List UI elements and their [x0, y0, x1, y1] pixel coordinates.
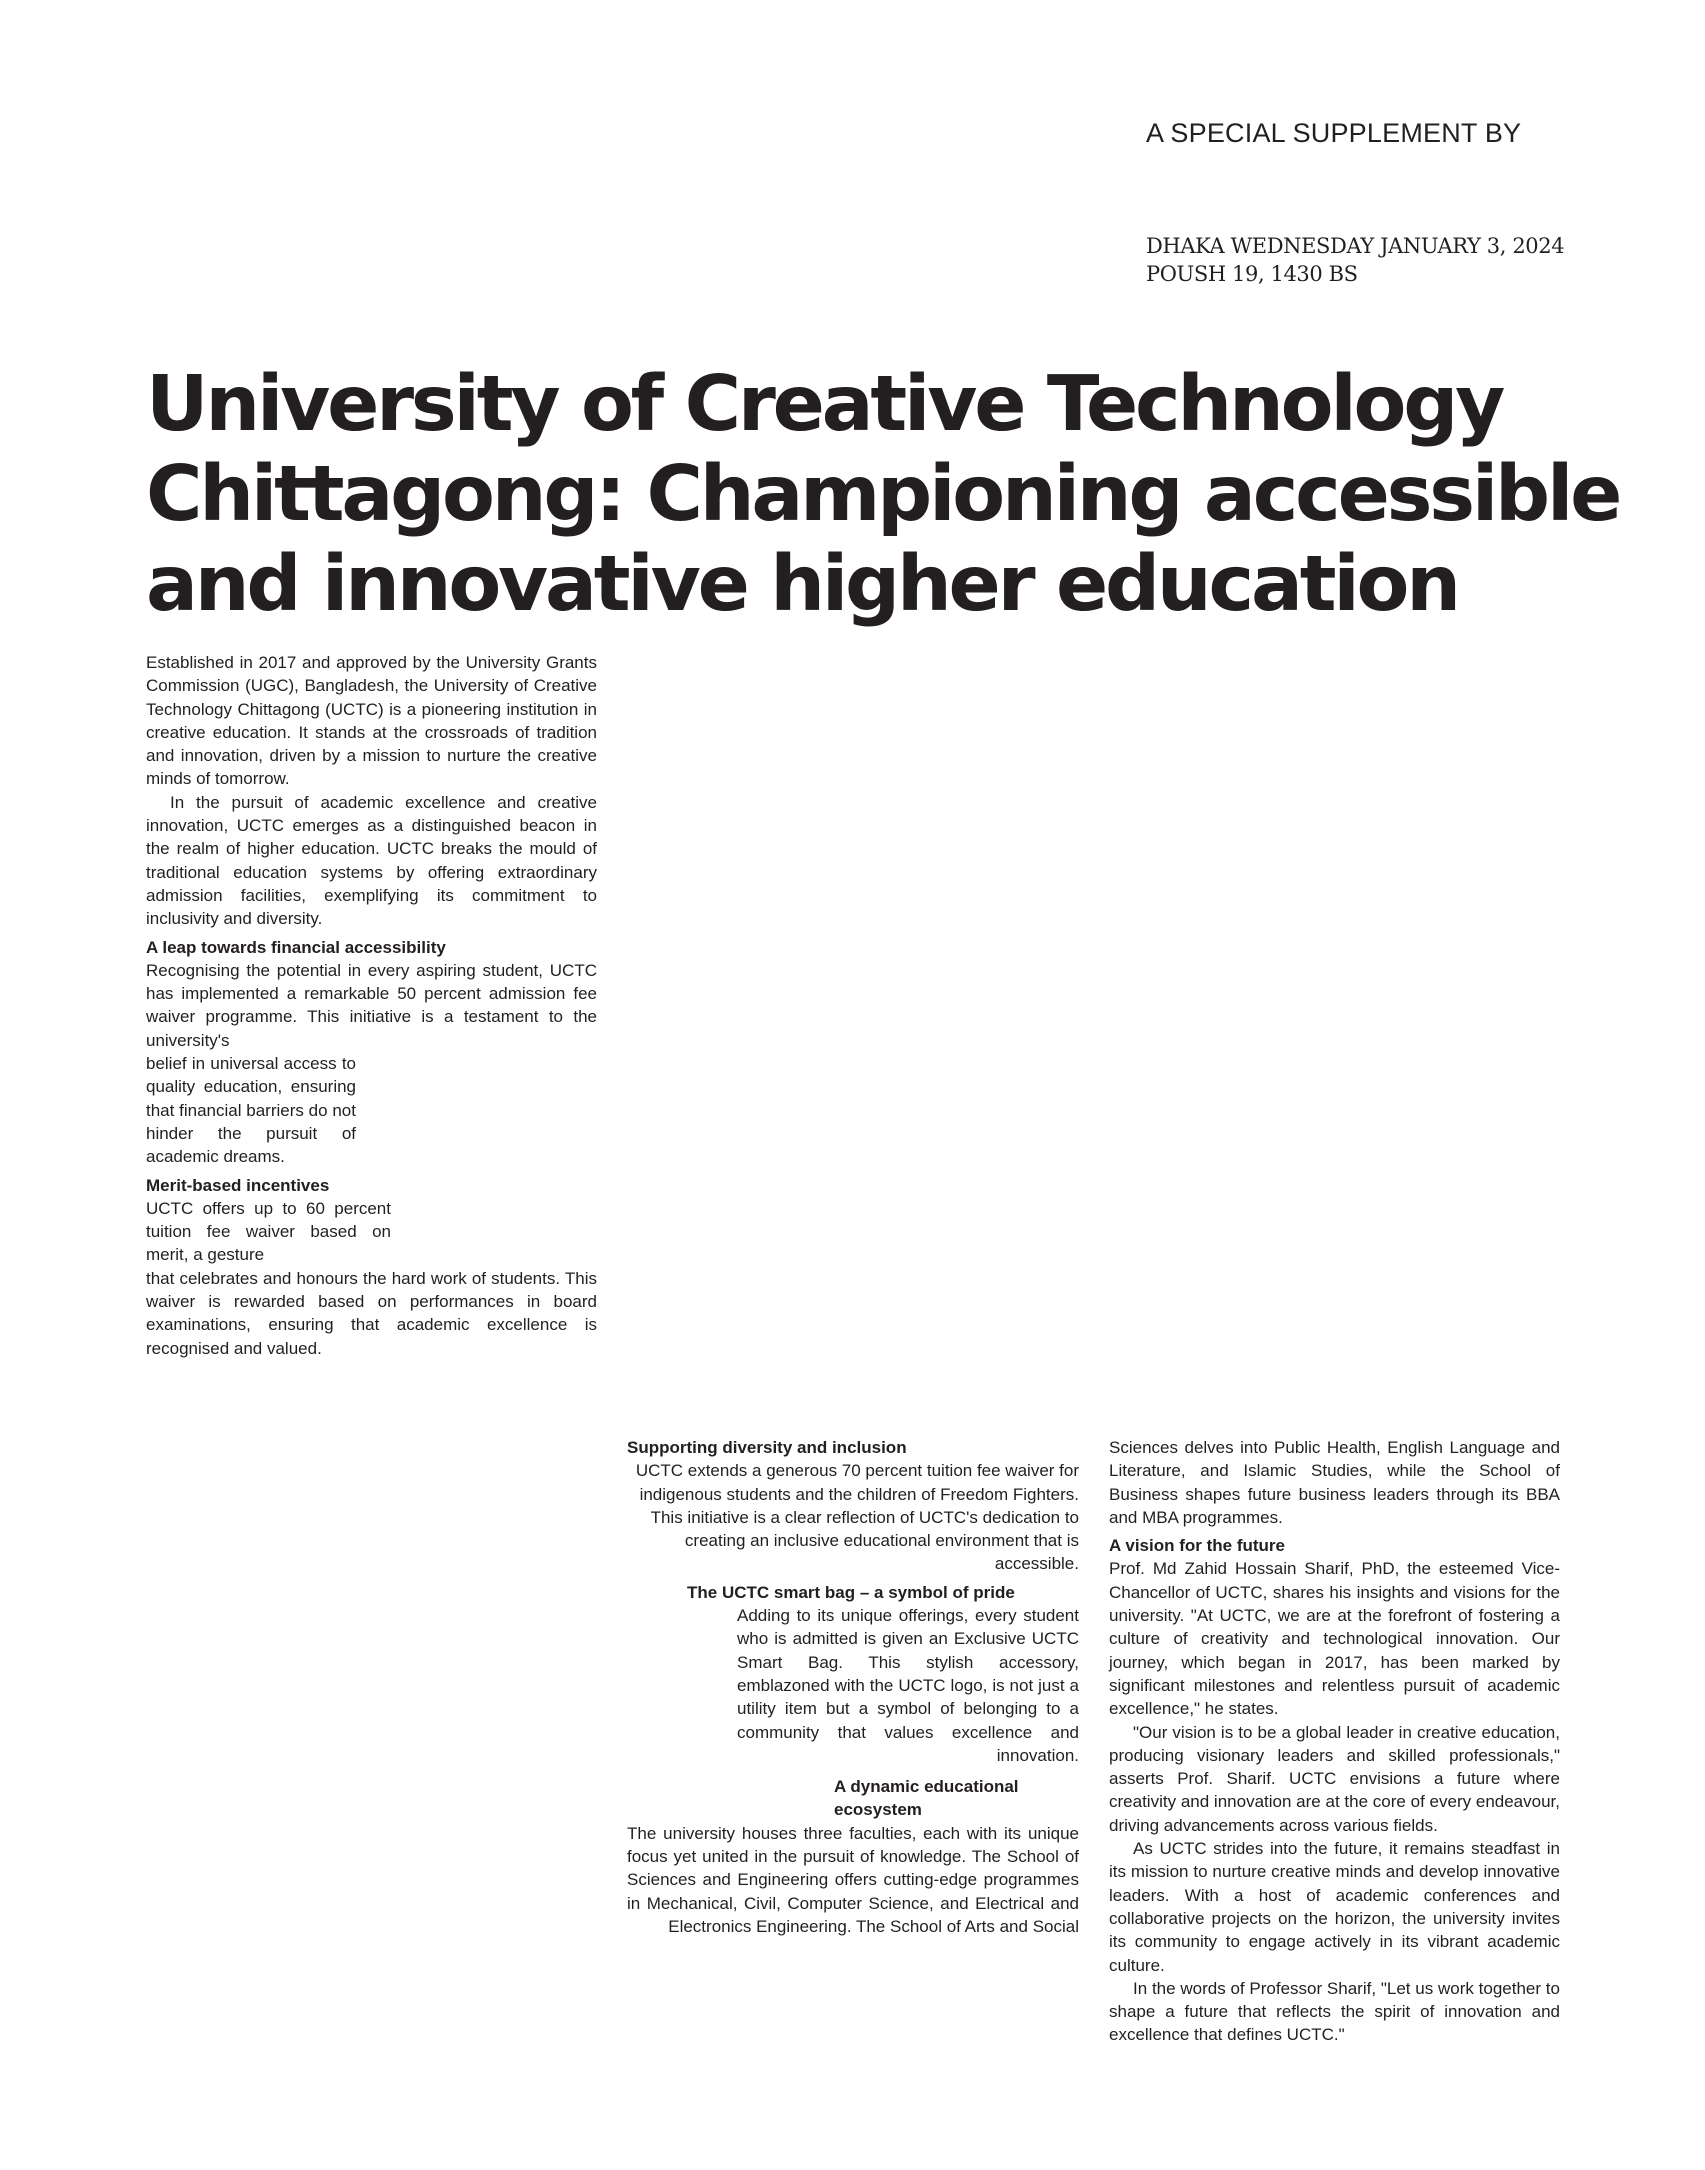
article-column-1: [146, 651, 597, 1360]
subheading-educational-ecosystem: A dynamic educational ecosystem: [834, 1777, 1019, 1820]
subheading-diversity-inclusion: Supporting diversity and inclusion: [627, 1438, 907, 1457]
financial-paragraph: Recognising the potential in every aspiring student, UCTC has implemented a remarkable 50 percent admission fee waiver programme. This initiative is a testament to the university's: [146, 960, 597, 1050]
intro-paragraph-2: In the pursuit of academic excellence and creative innovation, UCTC emerges as a distinguished beacon in the realm of higher education. UCTC breaks the mould of traditional education systems by offering extraordinary admission facilities, exemplifying its commitment to inclusivity and diversity.: [146, 792, 597, 929]
subheading-vision-future: A vision for the future: [1109, 1536, 1285, 1556]
financial-paragraph-continued: belief in universal access to quality education, ensuring that financial barriers do not hinder the pursuit of academic dreams.: [146, 1054, 356, 1167]
dateline-bangla-date: POUSH 19, 1430 BS: [1146, 262, 1358, 286]
smart-bag-paragraph: Adding to its unique offerings, every student who is admitted is given an Exclusive UCTC Smart Bag. This stylish accessory, emblazoned with the UCTC logo, is not just a utility item but a symbol of belonging to a community that values excellence and innovation.: [737, 1606, 1079, 1765]
merit-paragraph-continued: that celebrates and honours the hard work of students. This waiver is rewarded based on performances in board examinations, ensuring that academic excellence is recognised and valued.: [146, 1268, 597, 1358]
dateline-date: DHAKA WEDNESDAY JANUARY 3, 2024: [1146, 234, 1565, 258]
subheading-merit-incentives: Merit-based incentives: [146, 1175, 330, 1195]
diversity-paragraph: UCTC extends a generous 70 percent tuition fee waiver for indigenous students and the children of Freedom Fighters. This initiative is a clear reflection of UCTC's dedication to creating an inclusive educational environment that is accessible.: [635, 1461, 1079, 1574]
article-headline: [146, 360, 1620, 630]
vision-paragraph-1: Prof. Md Zahid Hossain Sharif, PhD, the esteemed Vice-Chancellor of UCTC, shares his insights and visions for the university. "At UCTC, we are at the forefront of fostering a culture of creativity and technological innovation. Our journey, which began in 2017, has been marked by significant milestones and relentless pursuit of academic excellence," he states.: [1109, 1559, 1560, 1719]
headline-line-2: Chittagong: Championing accessible: [146, 450, 1620, 539]
article-column-2: [627, 1436, 1079, 1938]
vision-paragraph-2: "Our vision is to be a global leader in creative education, producing visionary leaders and skilled professionals," asserts Prof. Sharif. UCTC envisions a future where creativity and innovation are at the core of every endeavour, driving advancements across various fields.: [1109, 1722, 1560, 1835]
intro-paragraph-1: Established in 2017 and approved by the University Grants Commission (UGC), Bangladesh, the University of Creative Technology Chittagong (UCTC) is a pioneering institution in creative education. It stands at the crossroads of tradition and innovation, driven by a mission to nurture the creative minds of tomorrow.: [146, 653, 597, 789]
vision-paragraph-3: As UCTC strides into the future, it remains steadfast in its mission to nurture creative minds and develop innovative leaders. With a host of academic conferences and collaborative projects on the horizon, the university invites its community to engage actively in its vibrant academic culture.: [1109, 1839, 1560, 1975]
ecosystem-paragraph: The university houses three faculties, each with its unique focus yet united in the pursuit of knowledge. The School of Sciences and Engineering offers cutting-edge programmes in Mechanical, Civil, Computer Science, and Electrical and Electronics Engineering. The School of Arts and Social: [627, 1823, 1079, 1936]
ecosystem-paragraph-continued: Sciences delves into Public Health, English Language and Literature, and Islamic Studies, while the School of Business shapes future business leaders through its BBA and MBA programmes.: [1109, 1438, 1560, 1527]
headline-line-1: University of Creative Technology: [146, 360, 1503, 449]
supplement-label: A SPECIAL SUPPLEMENT BY: [1146, 118, 1522, 148]
merit-paragraph: UCTC offers up to 60 percent tuition fee waiver based on merit, a gesture: [146, 1198, 391, 1265]
dateline: [1146, 232, 1564, 288]
headline-line-3: and innovative higher education: [146, 540, 1458, 629]
subheading-smart-bag: The UCTC smart bag – a symbol of pride: [687, 1582, 1015, 1602]
article-column-3: [1109, 1436, 1560, 2047]
vision-paragraph-4: In the words of Professor Sharif, "Let us work together to shape a future that reflects the spirit of innovation and excellence that defines UCTC.": [1109, 1978, 1560, 2045]
subheading-financial-accessibility: A leap towards financial accessibility: [146, 937, 446, 957]
